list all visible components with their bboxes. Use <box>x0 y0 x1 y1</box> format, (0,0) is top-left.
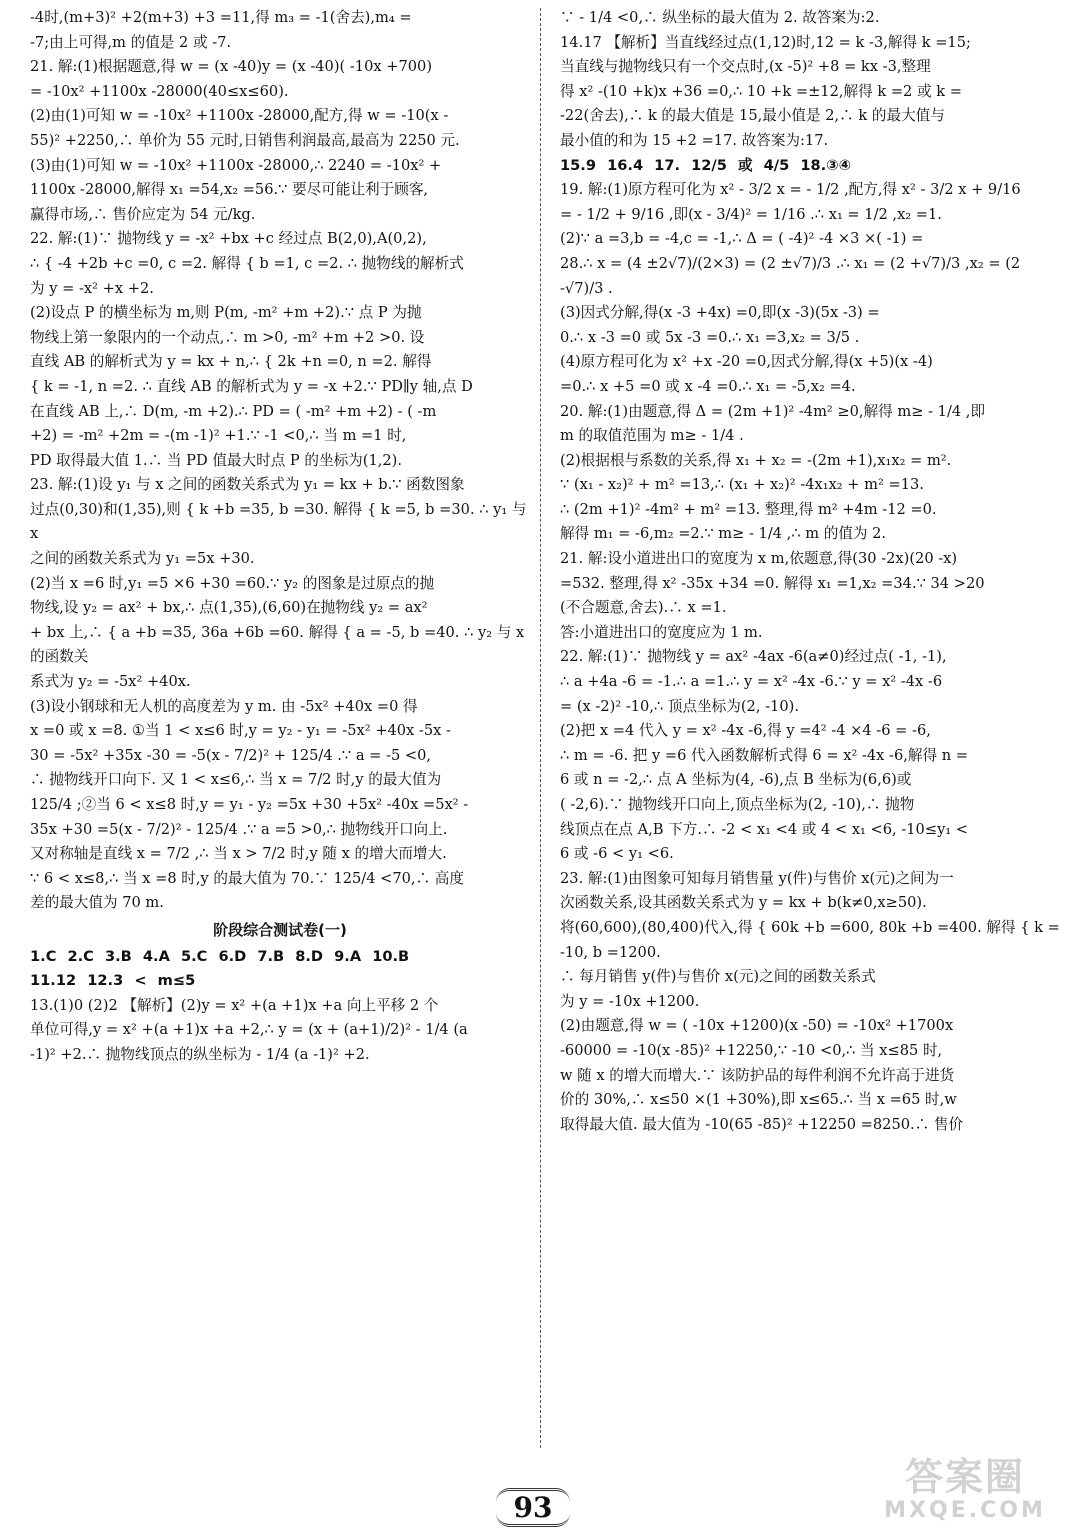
text-line: 21. 解:(1)根据题意,得 w = (x -40)y = (x -40)( -10x +700) <box>30 58 433 76</box>
text-line: (2)由题意,得 w = ( -10x +1200)(x -50) = -10x² +1700x <box>560 1017 954 1035</box>
solution-block-p13_cont <box>560 6 1060 31</box>
page-number: 93 <box>496 1488 571 1527</box>
text-line: = (x -2)² -10,∴ 顶点坐标为(2, -10). <box>560 697 799 715</box>
text-line: -4时,(m+3)² +2(m+3) +3 =11,得 m₃ = -1(舍去),m₄ = <box>30 9 412 26</box>
solution-block-p13 <box>30 994 530 1068</box>
text-line: -22(舍去),∴ k 的最大值是 15,最小值是 2,∴ k 的最大值与 <box>560 107 945 125</box>
watermark-sub-text: MXQE.COM <box>884 1498 1046 1523</box>
text-line: 单位可得,y = x² +(a +1)x +a +2,∴ y = (x + (a+1)/2)² - 1/4 (a <box>30 1021 468 1039</box>
text-line: 19. 解:(1)原方程可化为 x² - 3/2 x = - 1/2 ,配方,得 x² - 3/2 x + 9/16 <box>560 181 1021 199</box>
left-column <box>30 6 530 1068</box>
text-line: 23. 解:(1)由图象可知每月销售量 y(件)与售价 x(元)之间为一 <box>560 869 954 887</box>
solution-block-answers2 <box>560 154 1060 179</box>
text-line: -1)² +2.∴ 抛物线顶点的纵坐标为 - 1/4 (a -1)² +2. <box>30 1045 370 1063</box>
solution-block-p21 <box>30 55 530 227</box>
text-line: 13.(1)0 (2)2 【解析】(2)y = x² +(a +1)x +a 向上平移 2 个 <box>30 996 439 1014</box>
text-line: 差的最大值为 70 m. <box>30 894 164 912</box>
text-line: 最小值的和为 15 +2 =17. 故答案为:17. <box>560 131 829 149</box>
right-column <box>560 6 1060 1137</box>
text-line: ∴ 抛物线开口向下. 又 1 < x≤6,∴ 当 x = 7/2 时,y 的最大值为 <box>30 771 442 789</box>
solution-block-p14 <box>560 31 1060 154</box>
text-line: ∵ (x₁ - x₂)² + m² =13,∴ (x₁ + x₂)² -4x₁x₂ + m² =13. <box>560 476 924 494</box>
text-line: =532. 整理,得 x² -35x +34 =0. 解得 x₁ =1,x₂ =34.∵ 34 >20 <box>560 574 985 592</box>
text-line: 15.9 16.4 17. 12/5 或 4/5 18.③④ <box>560 156 851 174</box>
text-line: -7;由上可得,m 的值是 2 或 -7. <box>30 33 232 51</box>
text-line: 35x +30 =5(x - 7/2)² - 125/4 .∵ a =5 >0,∴ 抛物线开口向上. <box>30 820 448 838</box>
solution-block-p21r <box>560 547 1060 645</box>
text-line: 取得最大值. 最大值为 -10(65 -85)² +12250 =8250.∴ 售价 <box>560 1115 964 1133</box>
text-line: x =0 或 x =8. ①当 1 < x≤6 时,y = y₂ - y₁ = -5x² +40x -5x - <box>30 722 451 740</box>
text-line: 30 = -5x² +35x -30 = -5(x - 7/2)² + 125/4 .∵ a = -5 <0, <box>30 746 432 764</box>
text-line: 又对称轴是直线 x = 7/2 ,∴ 当 x > 7/2 时,y 随 x 的增大而增大. <box>30 845 447 863</box>
text-line: ∴ { -4 +2b +c =0, c =2. 解得 { b =1, c =2. ∴ 抛物线的解析式 <box>30 254 464 272</box>
text-line: 直线 AB 的解析式为 y = kx + n,∴ { 2k +n =0, n =2. 解得 <box>30 353 432 371</box>
text-line: 28.∴ x = (4 ±2√7)/(2×3) = (2 ±√7)/3 .∴ x₁ = (2 +√7)/3 ,x₂ = (2 -√7)/3 . <box>560 254 1021 297</box>
text-line: 125/4 ;②当 6 < x≤8 时,y = y₁ - y₂ =5x +30 +5x² -40x =5x² - <box>30 796 469 813</box>
text-line: 赢得市场,∴ 售价应定为 54 元/kg. <box>30 205 256 223</box>
section-title: 阶段综合测试卷(一) <box>213 920 347 939</box>
text-line: { k = -1, n =2. ∴ 直线 AB 的解析式为 y = -x +2.∵ PD∥y 轴,点 D <box>30 377 473 395</box>
solution-block-p22 <box>30 227 530 473</box>
text-line: (不合题意,舍去).∴ x =1. <box>560 599 727 617</box>
text-line: ∵ 6 < x≤8,∴ 当 x =8 时,y 的最大值为 70.∵ 125/4 <70,∴ 高度 <box>30 869 464 887</box>
text-line: (3)由(1)可知 w = -10x² +1100x -28000,∴ 2240 = -10x² + <box>30 156 442 174</box>
text-line: 6 或 -6 < y₁ <6. <box>560 845 674 863</box>
text-line: ∴ (2m +1)² -4m² + m² =13. 整理,得 m² +4m -12 =0. <box>560 500 937 518</box>
text-line: 22. 解:(1)∵ 抛物线 y = ax² -4ax -6(a≠0)经过点( -1, -1), <box>560 648 947 666</box>
text-line: 解得 m₁ = -6,m₂ =2.∵ m≥ - 1/4 ,∴ m 的值为 2. <box>560 525 887 543</box>
text-line: 55)² +2250,∴ 单价为 55 元时,日销售利润最高,最高为 2250 元. <box>30 131 460 149</box>
text-line: w 随 x 的增大而增大.∵ 该防护品的每件利润不允许高于进货 <box>560 1066 955 1084</box>
text-line: (2)设点 P 的横坐标为 m,则 P(m, -m² +m +2).∵ 点 P 为抛 <box>30 304 422 322</box>
text-line: m 的取值范围为 m≥ - 1/4 . <box>560 427 744 445</box>
text-line: 1.C 2.C 3.B 4.A 5.C 6.D 7.B 8.D 9.A 10.B <box>30 947 410 965</box>
text-line: 22. 解:(1)∵ 抛物线 y = -x² +bx +c 经过点 B(2,0),A(0,2), <box>30 230 427 248</box>
text-line: PD 取得最大值 1.∴ 当 PD 值最大时点 P 的坐标为(1,2). <box>30 451 402 469</box>
solution-block-p19 <box>560 178 1060 399</box>
text-line: =0.∴ x +5 =0 或 x -4 =0.∴ x₁ = -5,x₂ =4. <box>560 377 856 395</box>
text-line: + bx 上,∴ { a +b =35, 36a +6b =60. 解得 { a = -5, b =40. ∴ y₂ 与 x 的函数关 <box>30 623 525 666</box>
text-line: (3)设小钢球和无人机的高度差为 y m. 由 -5x² +40x =0 得 <box>30 697 418 715</box>
solution-block-p20_cont <box>30 6 530 55</box>
solution-block-p23 <box>30 473 530 916</box>
text-line: 6 或 n = -2,∴ 点 A 坐标为(4, -6),点 B 坐标为(6,6)或 <box>560 771 912 789</box>
text-line: 次函数关系,设其函数关系式为 y = kx + b(k≠0,x≥50). <box>560 894 927 912</box>
solution-block-p20 <box>560 400 1060 548</box>
text-line: 14.17 【解析】当直线经过点(1,12)时,12 = k -3,解得 k =15; <box>560 33 971 51</box>
text-line: 11.12 12.3 < m≤5 <box>30 972 196 990</box>
solution-block-answers1 <box>30 945 530 994</box>
watermark-logo <box>880 1456 1050 1528</box>
text-line: (3)因式分解,得(x -3 +4x) =0,即(x -3)(5x -3) = <box>560 304 880 322</box>
text-line: 得 x² -(10 +k)x +36 =0,∴ 10 +k =±12,解得 k =2 或 k = <box>560 82 962 100</box>
text-line: (2)由(1)可知 w = -10x² +1100x -28000,配方,得 w = -10(x - <box>30 107 449 125</box>
text-line: 1100x -28000,解得 x₁ =54,x₂ =56.∵ 要尽可能让利于顾客, <box>30 181 429 199</box>
text-line: ( -2,6).∵ 抛物线开口向上,顶点坐标为(2, -10),∴ 抛物 <box>560 796 915 813</box>
text-line: ∴ a +4a -6 = -1.∴ a =1.∴ y = x² -4x -6.∵ y = x² -4x -6 <box>560 673 943 691</box>
text-line: (2)∵ a =3,b = -4,c = -1,∴ Δ = ( -4)² -4 ×3 ×( -1) = <box>560 230 924 248</box>
text-line: ∵ - 1/4 <0,∴ 纵坐标的最大值为 2. 故答案为:2. <box>560 9 880 26</box>
text-line: 价的 30%,∴ x≤50 ×(1 +30%),即 x≤65.∴ 当 x =65 时,w <box>560 1091 957 1109</box>
text-line: 23. 解:(1)设 y₁ 与 x 之间的函数关系式为 y₁ = kx + b.∵ 函数图象 <box>30 476 465 494</box>
text-line: (2)根据根与系数的关系,得 x₁ + x₂ = -(2m +1),x₁x₂ = m². <box>560 451 952 469</box>
text-line: 为 y = -x² +x +2. <box>30 279 154 297</box>
text-line: 之间的函数关系式为 y₁ =5x +30. <box>30 550 255 568</box>
text-line: 20. 解:(1)由题意,得 Δ = (2m +1)² -4m² ≥0,解得 m≥ - 1/4 ,即 <box>560 402 986 420</box>
text-line: 为 y = -10x +1200. <box>560 992 700 1010</box>
text-line: = - 1/2 + 9/16 ,即(x - 3/4)² = 1/16 .∴ x₁ = 1/2 ,x₂ =1. <box>560 205 942 223</box>
text-line: 过点(0,30)和(1,35),则 { k +b =35, b =30. 解得 { k =5, b =30. ∴ y₁ 与 x <box>30 500 527 543</box>
text-line: +2) = -m² +2m = -(m -1)² +1.∵ -1 <0,∴ 当 m =1 时, <box>30 427 407 445</box>
text-line: 物线上第一象限内的一个动点,∴ m >0, -m² +m +2 >0. 设 <box>30 328 425 346</box>
text-line: 物线,设 y₂ = ax² + bx,∴ 点(1,35),(6,60)在抛物线 y₂ = ax² <box>30 599 428 617</box>
text-line: ∴ 每月销售 y(件)与售价 x(元)之间的函数关系式 <box>560 968 876 986</box>
text-line: 线顶点在点 A,B 下方.∴ -2 < x₁ <4 或 4 < x₁ <6, -10≤y₁ < <box>560 820 969 838</box>
solution-block-p22r <box>560 645 1060 866</box>
text-line: 0.∴ x -3 =0 或 5x -3 =0.∴ x₁ =3,x₂ = 3/5 . <box>560 328 860 346</box>
text-line: ∴ m = -6. 把 y =6 代入函数解析式得 6 = x² -4x -6,解得 n = <box>560 746 968 764</box>
text-line: 将(60,600),(80,400)代入,得 { 60k +b =600, 80k +b =400. 解得 { k = -10, b =1200. <box>560 918 1060 961</box>
text-line: (2)当 x =6 时,y₁ =5 ×6 +30 =60.∵ y₂ 的图象是过原点的抛 <box>30 574 435 592</box>
text-line: 当直线与抛物线只有一个交点时,(x -5)² +8 = kx -3,整理 <box>560 58 931 76</box>
text-line: 21. 解:设小道进出口的宽度为 x m,依题意,得(30 -2x)(20 -x) <box>560 550 958 568</box>
text-line: = -10x² +1100x -28000(40≤x≤60). <box>30 82 289 100</box>
text-line: 系式为 y₂ = -5x² +40x. <box>30 673 191 691</box>
watermark-main-text: 答案圈 <box>904 1455 1025 1499</box>
solution-block-p23r <box>560 867 1060 1138</box>
text-line: 答:小道进出口的宽度应为 1 m. <box>560 623 763 641</box>
text-line: 在直线 AB 上,∴ D(m, -m +2).∴ PD = ( -m² +m +2) - ( -m <box>30 402 437 420</box>
text-line: (2)把 x =4 代入 y = x² -4x -6,得 y =4² -4 ×4 -6 = -6, <box>560 722 931 740</box>
text-line: -60000 = -10(x -85)² +12250,∵ -10 <0,∴ 当 x≤85 时, <box>560 1041 943 1059</box>
text-line: (4)原方程可化为 x² +x -20 =0,因式分解,得(x +5)(x -4) <box>560 353 933 371</box>
column-divider <box>540 8 541 1448</box>
